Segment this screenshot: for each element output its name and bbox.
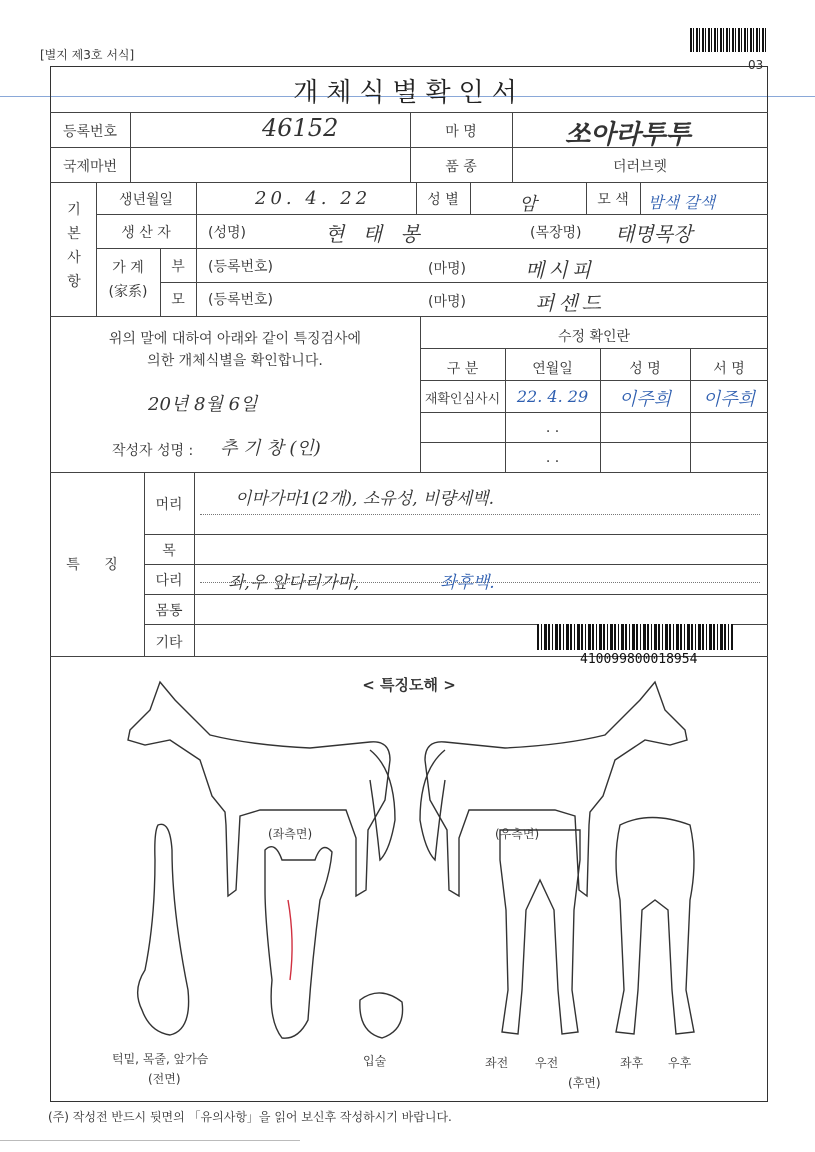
sire-name-value: 메시피 (525, 258, 595, 282)
sex-value: 암 (519, 194, 537, 215)
revision-row1-date: 22. 4. 29 (516, 387, 589, 406)
barcode-bottom (537, 624, 733, 650)
dam-reg-hint: (등록번호) (208, 292, 274, 308)
revision-row1-type: 재확인심사시 (424, 392, 501, 407)
confirm-text-2: 의한 개체식별을 확인합니다. (147, 353, 323, 369)
basic-section-label: 기본사항 (67, 202, 81, 290)
farm-hint: (목장명) (530, 225, 582, 241)
revision-row2-date: . . (545, 420, 560, 436)
front-caption: 턱밑, 목줄, 앞가슴 (112, 1052, 209, 1066)
rear-view (616, 818, 694, 1035)
revision-col-type: 구 분 (446, 361, 479, 377)
writer-label: 작성자 성명 : (112, 443, 194, 459)
neck-label: 목 (162, 543, 176, 559)
color-label: 모 색 (597, 192, 629, 208)
dam-name-value: 퍼센드 (535, 291, 605, 315)
other-label: 기타 (155, 635, 183, 651)
left-side-horse (128, 682, 390, 896)
rear-label: (후면) (568, 1076, 601, 1090)
writer-value: 추 기 창 (인) (220, 438, 321, 459)
head-label: 머리 (155, 497, 183, 513)
revision-col-date: 연월일 (532, 361, 573, 377)
breeder-name-hint: (성명) (208, 225, 246, 241)
diagram-title: < 특징도해 > (362, 676, 456, 694)
horse-name-value: 쏘아라투투 (565, 120, 691, 150)
front-neck-view (138, 824, 189, 1035)
intl-no-label: 국제마번 (62, 159, 118, 175)
barcode-number: 410099800018954 (580, 652, 698, 667)
revision-row1-name: 이주희 (618, 389, 672, 410)
sire-name-hint: (마명) (428, 261, 466, 277)
page-number: 03 (748, 58, 764, 72)
breeder-name-value: 현 태 봉 (325, 222, 426, 246)
reg-no-value: 46152 (262, 114, 339, 142)
leg-label: 다리 (155, 573, 183, 589)
right-front-label: 우전 (535, 1056, 559, 1070)
right-hind-label: 우후 (668, 1056, 692, 1070)
breed-value: 더러브렛 (612, 159, 668, 175)
farm-value: 태명목장 (615, 222, 693, 246)
confirm-text-1: 위의 말에 대하여 아래와 같이 특징검사에 (108, 331, 362, 347)
left-front-label: 좌전 (485, 1056, 509, 1070)
sire-reg-hint: (등록번호) (208, 259, 274, 275)
color-value: 밤색 갈색 (648, 193, 715, 212)
sire-label: 부 (171, 259, 185, 275)
form-number: [별지 제3호 서식] (40, 48, 135, 62)
birth-value: 20. 4. 22 (255, 188, 372, 209)
front-sub: (전면) (148, 1072, 181, 1086)
scan-edge (0, 1140, 300, 1141)
revision-row3-date: . . (545, 450, 560, 466)
lineage-label: 가 계 (家系) (108, 260, 148, 300)
front-legs-view (500, 830, 580, 1034)
horse-name-label: 마 명 (445, 124, 477, 140)
revision-col-sign: 서 명 (713, 361, 745, 377)
document-title: 개체식별확인서 (293, 78, 525, 108)
footer-note: (주) 작성전 반드시 뒷면의 「유의사항」을 읽어 보신후 작성하시기 바랍니다. (48, 1110, 452, 1124)
left-hind-label: 좌후 (620, 1056, 644, 1070)
breeder-label: 생 산 자 (121, 225, 171, 241)
reg-no-label: 등록번호 (62, 124, 118, 140)
dam-label: 모 (171, 292, 185, 308)
horse-diagram (50, 660, 768, 1080)
right-side-label: (우측면) (495, 827, 540, 841)
dam-name-hint: (마명) (428, 294, 466, 310)
barcode-top (690, 28, 768, 52)
lips-label: 입술 (363, 1054, 387, 1068)
leg-value: 좌,우 앞다리가마, (228, 573, 360, 593)
breed-label: 품 종 (445, 159, 477, 175)
leg-value-blue: 좌후백. (440, 573, 495, 593)
head-front-view (265, 847, 332, 1039)
revision-title: 수정 확인란 (557, 329, 631, 345)
revision-row1-sign: 이주희 (702, 389, 756, 410)
right-side-horse (425, 682, 687, 896)
sex-label: 성 별 (427, 192, 459, 208)
head-value: 이마가마1(2개), 소유성, 비량세백. (235, 489, 494, 509)
birth-label: 생년월일 (118, 192, 174, 208)
body-label: 몸통 (155, 603, 183, 619)
lips-view (360, 993, 403, 1038)
left-side-label: (좌측면) (268, 827, 313, 841)
revision-col-name: 성 명 (629, 361, 661, 377)
confirm-date: 20년 8월 6일 (148, 394, 258, 415)
features-section-label: 특 징 (66, 557, 128, 573)
